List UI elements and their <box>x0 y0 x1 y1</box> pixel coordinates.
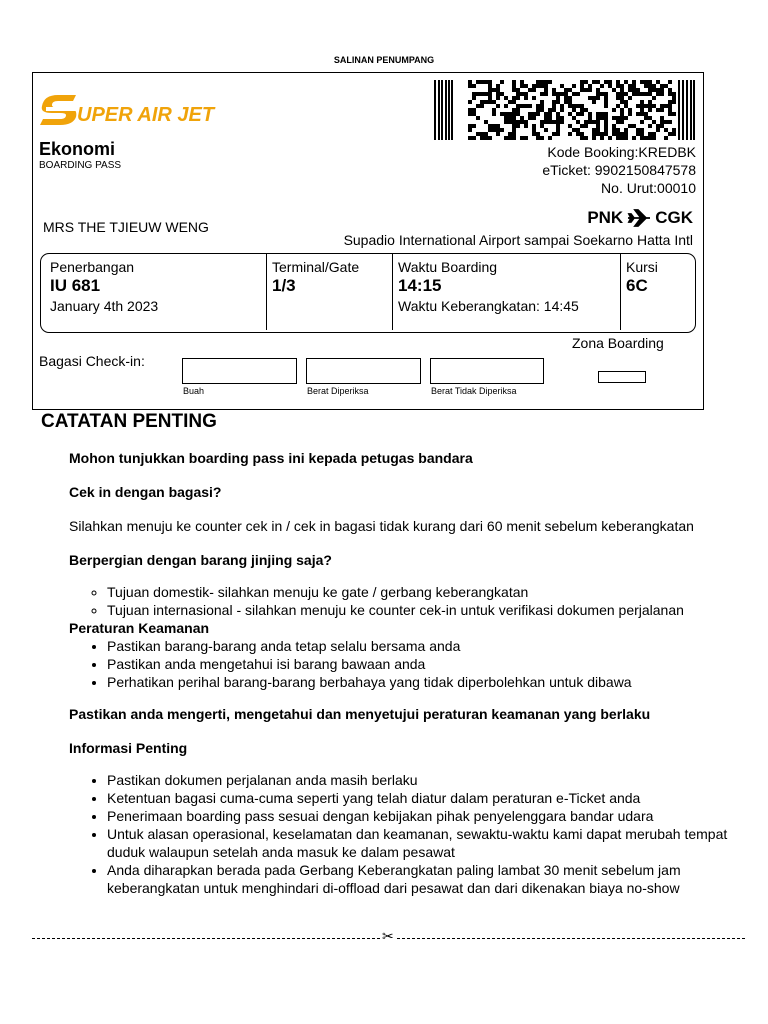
notes-title: CATATAN PENTING <box>41 411 217 432</box>
seat-label: Kursi <box>626 259 658 275</box>
flight-number: IU 681 <box>50 276 101 295</box>
gate-cell <box>272 258 359 296</box>
agree-note: Pastikan anda mengerti, mengetahui dan menyetujui peraturan keamanan yang berlaku <box>69 706 651 722</box>
route <box>587 208 693 228</box>
baggage-label: Bagasi Check-in: <box>39 353 145 369</box>
list-item: • Anda diharapkan berada pada Gerbang Keberangkatan paling lambat 30 menit sebelum jam keberangkatan untuk menghindari di-offload dari pesawat dan dari dikenakan biaya no-show <box>107 861 749 897</box>
flight-info-box <box>40 253 696 333</box>
security-list <box>69 637 749 691</box>
fare-class: Ekonomi <box>39 139 116 159</box>
eticket-number: eTicket: 9902150847578 <box>542 162 696 178</box>
checkin-text: Silahkan menuju ke counter cek in / cek in bagasi tidak kurang dari 60 menit sebelum keberangkatan <box>69 518 694 534</box>
show-pass-note: Mohon tunjukkan boarding pass ini kepada petugas bandara <box>69 450 473 466</box>
carry-list <box>69 583 749 619</box>
baggage-pieces-caption: Buah <box>183 386 205 396</box>
list-item: • Untuk alasan operasional, keselamatan dan keamanan, sewaktu-waktu kami dapat merubah tempat duduk walaupun setelah anda masuk ke dalam pesawat <box>107 825 749 861</box>
boarding-cell <box>398 258 579 316</box>
list-item: • Pastikan dokumen perjalanan anda masih berlaku <box>107 771 749 789</box>
unchecked-weight-box <box>430 358 544 384</box>
checked-weight-box <box>306 358 421 384</box>
origin-code: PNK <box>587 208 624 227</box>
list-item: ◦ Tujuan domestik- silahkan menuju ke gate / gerbang keberangkatan <box>107 583 749 601</box>
unchecked-weight-caption: Berat Tidak Diperiksa <box>431 386 517 396</box>
list-item: • Pastikan barang-barang anda tetap selalu bersama anda <box>107 637 749 655</box>
flight-label: Penerbangan <box>50 259 135 275</box>
flight-date: January 4th 2023 <box>50 298 159 314</box>
info-heading: Informasi Penting <box>69 740 188 756</box>
departure-time: Waktu Keberangkatan: 14:45 <box>398 298 579 314</box>
airports: Supadio International Airport sampai Soekarno Hatta Intl <box>343 232 693 248</box>
gate-value: 1/3 <box>272 276 296 295</box>
booking-code: Kode Booking:KREDBK <box>547 144 696 160</box>
divider <box>620 254 621 330</box>
seat-cell <box>626 258 658 296</box>
document-type: BOARDING PASS <box>39 160 122 171</box>
divider <box>392 254 393 330</box>
divider <box>266 254 267 330</box>
list-item: • Perhatikan perihal barang-barang berbahaya yang tidak diperbolehkan untuk dibawa <box>107 673 749 691</box>
super-air-jet-logo <box>40 92 260 128</box>
booking-info <box>542 143 696 197</box>
seat-number: 6C <box>626 276 648 295</box>
barcode <box>434 80 696 140</box>
list-item: ◦ Tujuan internasional - silahkan menuju ke counter cek-in untuk verifikasi dokumen perjalanan <box>107 601 749 619</box>
sequence-number: No. Urut:00010 <box>601 180 696 196</box>
passenger-name: MRS THE TJIEUW WENG <box>43 219 209 235</box>
boarding-zone-box <box>598 371 646 383</box>
scissors-icon: ✂ <box>382 928 394 944</box>
baggage-pieces-box <box>182 358 297 384</box>
carry-heading: Berpergian dengan barang jinjing saja? <box>69 552 332 568</box>
checkin-heading: Cek in dengan bagasi? <box>69 484 222 500</box>
boarding-time: 14:15 <box>398 276 442 295</box>
list-item: • Penerimaan boarding pass sesuai dengan kebijakan pihak penyelenggara bandar udara <box>107 807 749 825</box>
destination-code: CGK <box>655 208 693 227</box>
list-item: • Pastikan anda mengetahui isi barang bawaan anda <box>107 655 749 673</box>
boarding-zone-label: Zona Boarding <box>572 335 664 351</box>
boarding-label: Waktu Boarding <box>398 259 498 275</box>
airplane-icon <box>627 208 651 228</box>
flight-cell <box>50 258 158 316</box>
checked-weight-caption: Berat Diperiksa <box>307 386 369 396</box>
svg-text:UPER AIR JET: UPER AIR JET <box>77 104 215 126</box>
copy-label: SALINAN PENUMPANG <box>333 55 435 65</box>
airline-logo <box>40 92 260 133</box>
gate-label: Terminal/Gate <box>272 259 360 275</box>
notes-body <box>69 449 749 897</box>
list-item: • Ketentuan bagasi cuma-cuma seperti yang telah diatur dalam peraturan e-Ticket anda <box>107 789 749 807</box>
security-heading: Peraturan Keamanan <box>69 620 210 636</box>
info-list <box>69 771 749 897</box>
